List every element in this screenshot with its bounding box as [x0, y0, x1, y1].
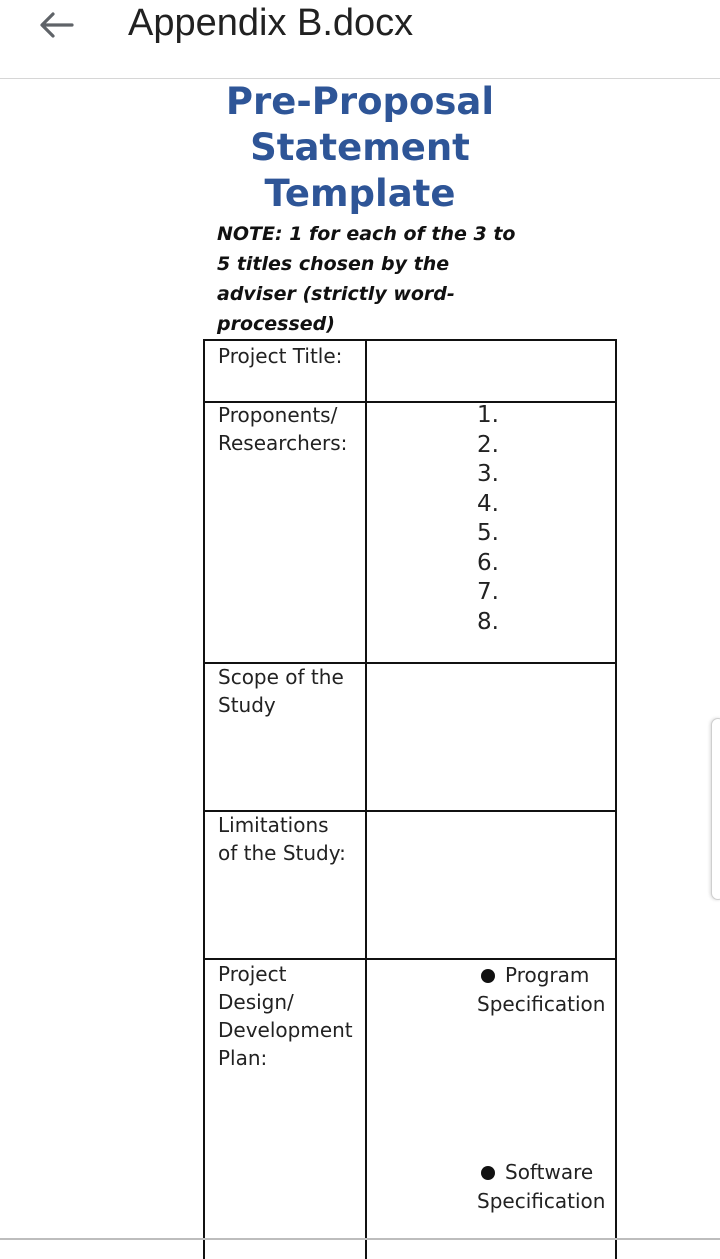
arrow-left-icon — [38, 11, 74, 39]
proponents-label — [218, 401, 347, 457]
bullet-text: Specification — [477, 992, 606, 1016]
bullet-item — [477, 961, 617, 1019]
researchers-numbered-list — [477, 401, 499, 637]
project-title-label — [218, 342, 342, 370]
list-item: 8. — [477, 608, 499, 635]
label-line: Project Title: — [218, 344, 343, 368]
label-line: Limitations — [218, 813, 329, 837]
proposal-table — [203, 339, 617, 1259]
document-heading — [200, 79, 520, 217]
list-item: 6. — [477, 549, 499, 576]
list-item: 7. — [477, 579, 499, 605]
note-line: adviser (strictly word- — [217, 283, 455, 305]
label-line: of the Study: — [218, 841, 346, 865]
bullet-text: Software — [505, 1160, 594, 1184]
label-line: Project — [218, 962, 287, 986]
label-line: Design/ — [218, 990, 294, 1014]
bottom-divider — [0, 1238, 720, 1240]
app-bar — [0, 0, 720, 79]
bullet-icon — [481, 1166, 495, 1180]
list-item: 4. — [477, 490, 499, 517]
back-button[interactable] — [26, 0, 86, 50]
note-line: 5 titles chosen by the — [217, 253, 450, 275]
list-item: 1. — [477, 402, 499, 428]
document-title: Appendix B.docx — [128, 2, 414, 44]
design-plan-label — [218, 960, 353, 1072]
column-divider — [365, 341, 367, 1259]
list-item: 2. — [477, 431, 499, 458]
note-text — [217, 219, 517, 339]
scope-label — [218, 663, 344, 719]
label-line: Plan: — [218, 1046, 268, 1070]
heading-line: Pre-Proposal — [225, 80, 495, 123]
bullet-text: Specification — [477, 1189, 606, 1213]
bullet-line — [477, 1158, 617, 1187]
bullet-icon — [481, 969, 495, 983]
list-item: 3. — [477, 461, 499, 487]
bullet-line — [477, 961, 617, 990]
limitations-label — [218, 811, 346, 867]
heading-line: Statement — [250, 126, 470, 169]
list-item: 5. — [477, 520, 499, 546]
bullet-item — [477, 1158, 617, 1216]
label-line: Proponents/ — [218, 403, 338, 427]
heading-line: Template — [264, 172, 456, 215]
label-line: Researchers: — [218, 431, 348, 455]
label-line: Study — [218, 693, 276, 717]
note-line: NOTE: 1 for each of the 3 to — [217, 223, 516, 245]
label-line: Development — [218, 1018, 353, 1042]
scrollbar-handle[interactable] — [711, 718, 720, 900]
label-line: Scope of the — [218, 665, 344, 689]
bullet-text: Program — [505, 963, 590, 987]
note-line: processed) — [217, 313, 335, 335]
